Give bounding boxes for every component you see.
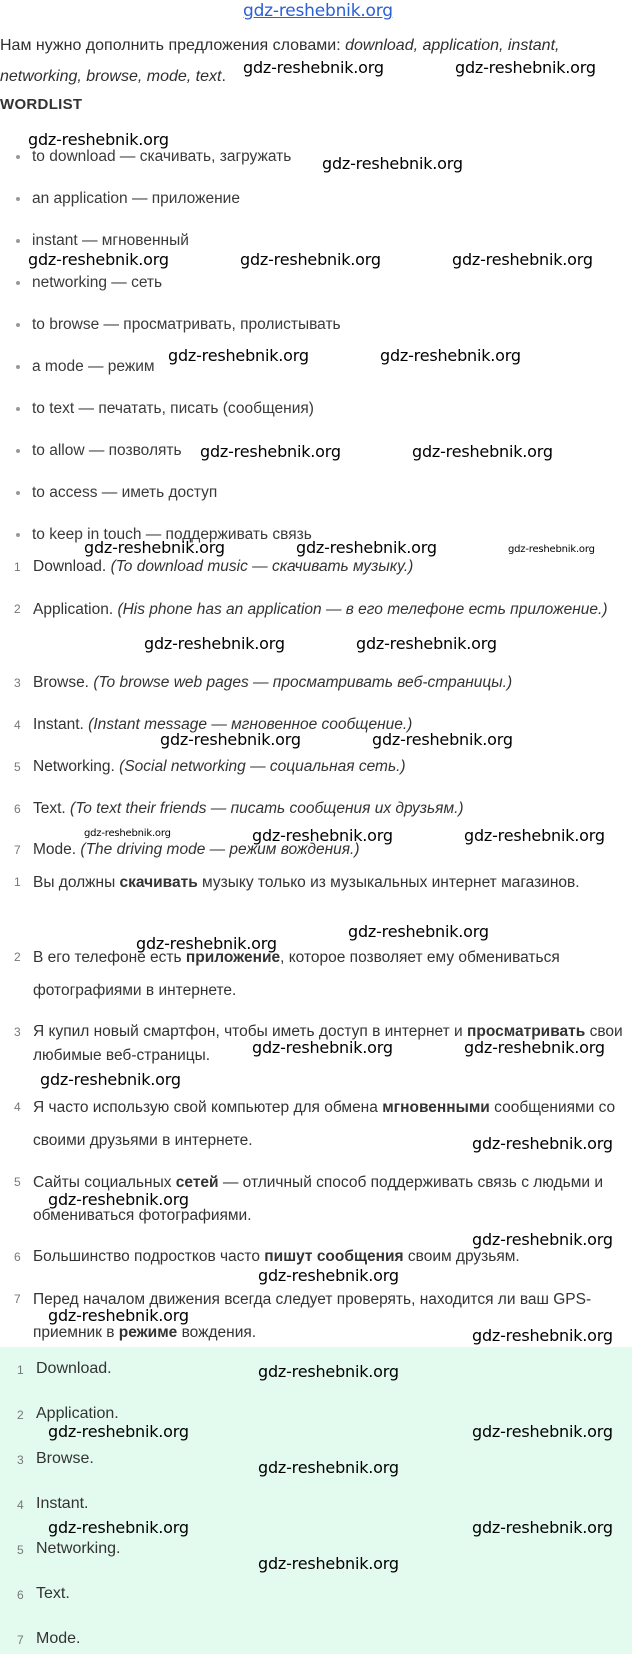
watermark: gdz-reshebnik.org <box>464 1038 605 1057</box>
wordlist-item: to access — иметь доступ <box>16 484 217 502</box>
answer-box: 1 Download. 2 Application. 3 Browse. 4 Instant. 5 Networking. 6 Text. 7 Mode. <box>0 1347 632 1654</box>
bullet-icon <box>16 323 20 327</box>
watermark: gdz-reshebnik.org <box>258 1266 399 1285</box>
wordlist-item: to keep in touch — поддерживать связь <box>16 526 312 544</box>
bullet-icon <box>16 197 20 201</box>
watermark: gdz-reshebnik.org <box>252 826 393 845</box>
bullet-icon <box>16 239 20 243</box>
site-header-link[interactable]: gdz-reshebnik.org <box>243 1 393 21</box>
wordlist-item: an application — приложение <box>16 190 240 208</box>
watermark: gdz-reshebnik.org <box>372 730 513 749</box>
watermark: gdz-reshebnik.org <box>356 634 497 653</box>
watermark: gdz-reshebnik.org <box>472 1518 613 1537</box>
watermark: gdz-reshebnik.org <box>296 538 437 557</box>
watermark: gdz-reshebnik.org <box>455 58 596 77</box>
wordlist-item: to browse — просматривать, пролистывать <box>16 316 341 334</box>
watermark: gdz-reshebnik.org <box>258 1458 399 1477</box>
intro-prefix: Нам нужно дополнить предложения словами: <box>0 37 346 54</box>
bullet-icon <box>16 533 20 537</box>
watermark: gdz-reshebnik.org <box>40 1070 181 1089</box>
watermark: gdz-reshebnik.org <box>322 154 463 173</box>
bullet-icon <box>16 407 20 411</box>
wordlist-item: to text — печатать, писать (сообщения) <box>16 400 314 418</box>
watermark: gdz-reshebnik.org <box>136 934 277 953</box>
bullet-icon <box>16 155 20 159</box>
watermark: gdz-reshebnik.org <box>84 538 225 557</box>
watermark: gdz-reshebnik.org <box>48 1306 189 1325</box>
watermark: gdz-reshebnik.org <box>28 250 169 269</box>
watermark: gdz-reshebnik.org <box>160 730 301 749</box>
watermark: gdz-reshebnik.org <box>380 346 521 365</box>
watermark: gdz-reshebnik.org <box>472 1326 613 1345</box>
wordlist-item: to download — скачивать, загружать <box>16 148 291 166</box>
watermark: gdz-reshebnik.org <box>84 828 171 839</box>
watermark: gdz-reshebnik.org <box>472 1134 613 1153</box>
watermark: gdz-reshebnik.org <box>48 1518 189 1537</box>
watermark: gdz-reshebnik.org <box>452 250 593 269</box>
watermark: gdz-reshebnik.org <box>243 58 384 77</box>
intro-suffix: . <box>221 68 226 85</box>
watermark: gdz-reshebnik.org <box>472 1422 613 1441</box>
intro-words: download, application, instant, networking, browse, mode, text <box>0 37 560 85</box>
watermark: gdz-reshebnik.org <box>258 1362 399 1381</box>
wordlist-title: WORDLIST <box>0 96 83 113</box>
watermark: gdz-reshebnik.org <box>258 1554 399 1573</box>
watermark: gdz-reshebnik.org <box>464 826 605 845</box>
watermark: gdz-reshebnik.org <box>168 346 309 365</box>
wordlist-item: to allow — позволять <box>16 442 182 460</box>
watermark: gdz-reshebnik.org <box>412 442 553 461</box>
bullet-icon <box>16 281 20 285</box>
wordlist-item: networking — сеть <box>16 274 162 292</box>
watermark: gdz-reshebnik.org <box>240 250 381 269</box>
watermark: gdz-reshebnik.org <box>48 1190 189 1209</box>
watermark: gdz-reshebnik.org <box>48 1422 189 1441</box>
wordlist-item: instant — мгновенный <box>16 232 189 250</box>
watermark: gdz-reshebnik.org <box>472 1230 613 1249</box>
watermark: gdz-reshebnik.org <box>200 442 341 461</box>
watermark: gdz-reshebnik.org <box>348 922 489 941</box>
bullet-icon <box>16 365 20 369</box>
watermark: gdz-reshebnik.org <box>252 1038 393 1057</box>
bullet-icon <box>16 449 20 453</box>
watermark: gdz-reshebnik.org <box>144 634 285 653</box>
bullet-icon <box>16 491 20 495</box>
watermark: gdz-reshebnik.org <box>28 130 169 149</box>
watermark: gdz-reshebnik.org <box>508 544 595 555</box>
wordlist-item: a mode — режим <box>16 358 155 376</box>
